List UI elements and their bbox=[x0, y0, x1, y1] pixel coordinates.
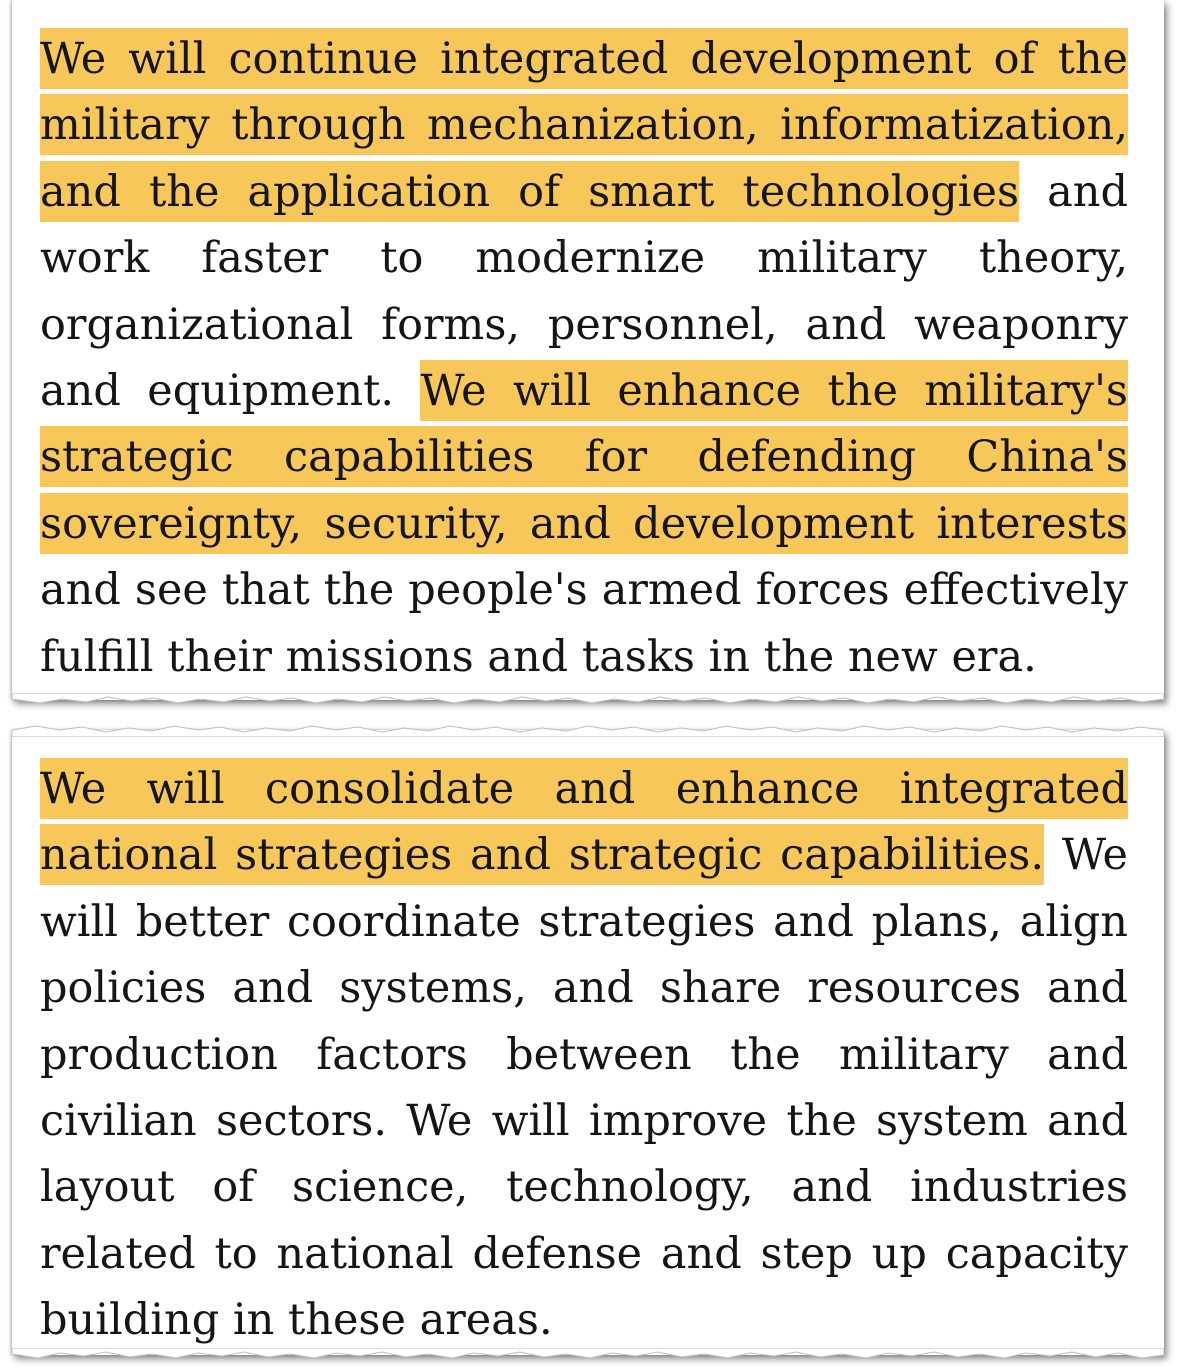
clipping-1-paragraph bbox=[40, 26, 1128, 690]
document-clipping-2 bbox=[12, 730, 1164, 1355]
torn-paper-edge bbox=[12, 1348, 1164, 1362]
clipping-2-paragraph bbox=[40, 756, 1128, 1354]
highlighted-text: We will enhance the military's strategic capabilities for defending China's sovereignty, security, and development interests bbox=[40, 360, 1128, 554]
body-text: and see that the people's armed forces effectively fulfill their missions and tasks in the new era. bbox=[40, 565, 1128, 682]
torn-paper-edge bbox=[12, 723, 1164, 737]
document-clipping-1 bbox=[12, 0, 1164, 700]
body-text: We will better coordinate strategies and plans, align policies and systems, and share resources and production factors between the military and civilian sectors. We will improve the system and layout of science, technology, and industries related to national defense and step up capacity building in these areas. bbox=[40, 830, 1128, 1346]
torn-paper-edge bbox=[12, 693, 1164, 707]
highlighted-text: We will consolidate and enhance integrated national strategies and strategic capabilities. bbox=[40, 758, 1128, 885]
highlighted-text: We will continue integrated development of the military through mechanization, informatization, and the application of smart technologies bbox=[40, 28, 1128, 222]
body-text: and work faster to modernize military theory, organizational forms, personnel, and weaponry and equipment. bbox=[40, 166, 1129, 417]
